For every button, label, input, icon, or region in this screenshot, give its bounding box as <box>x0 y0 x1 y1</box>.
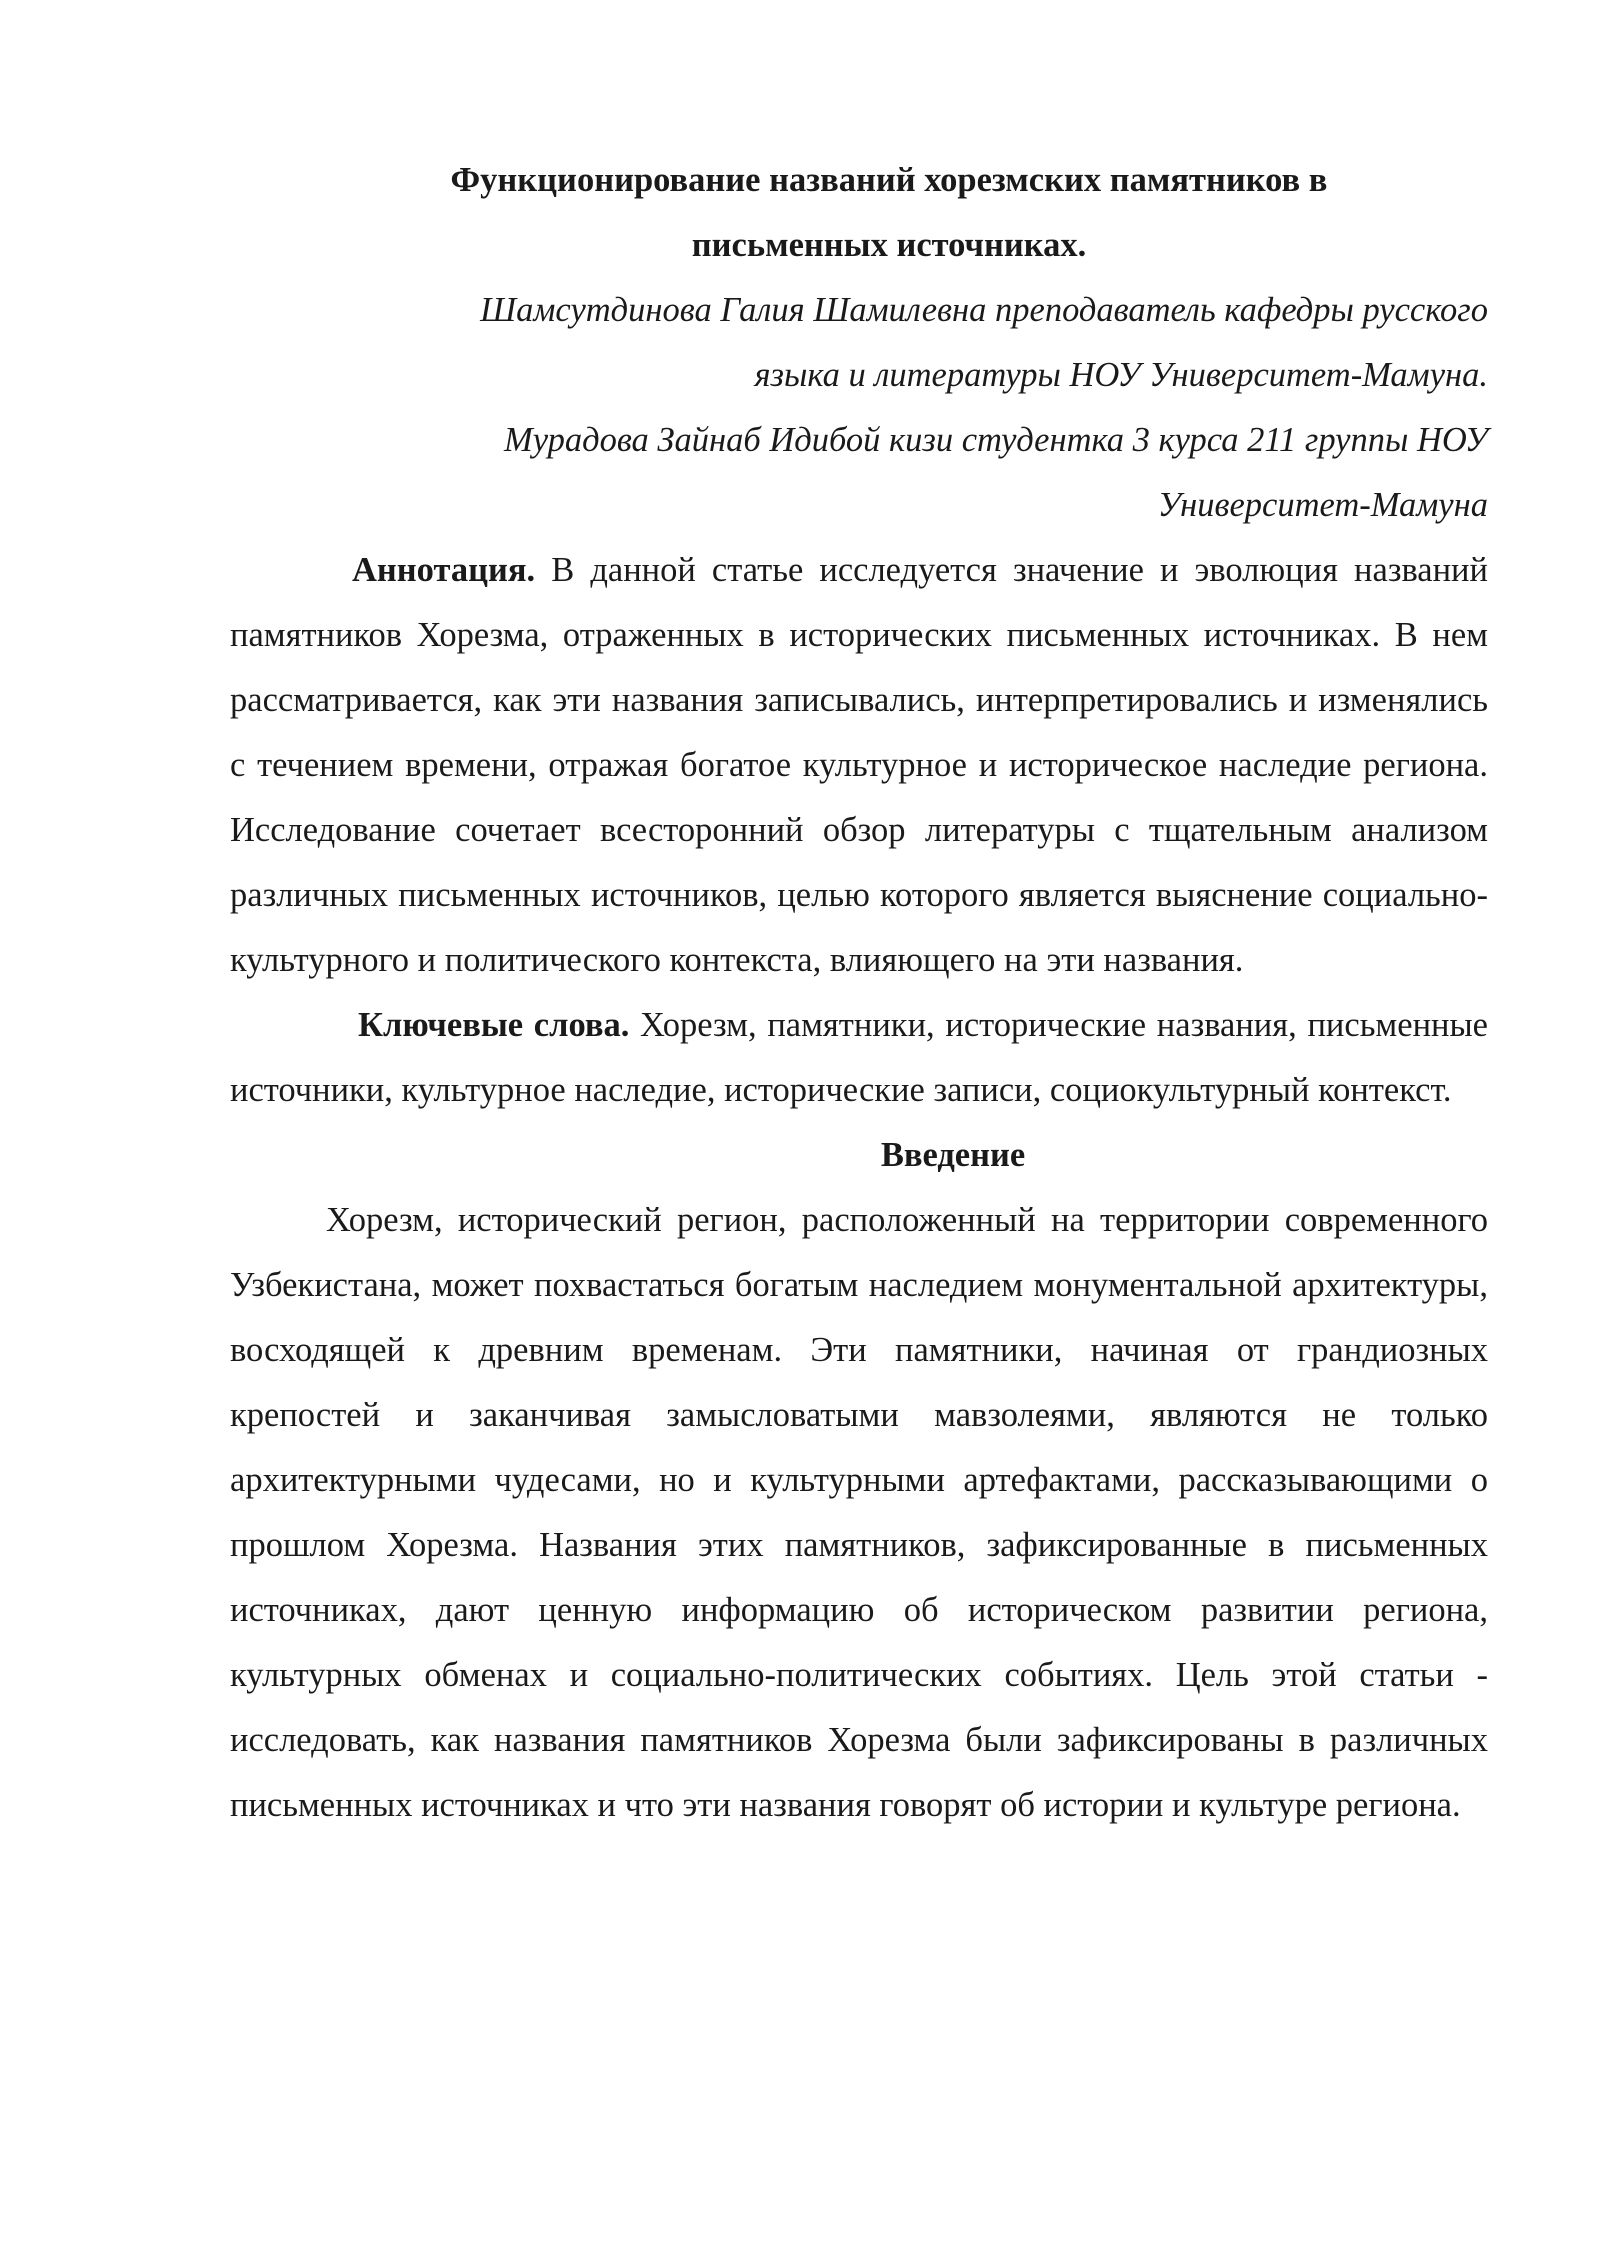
article-title-line-1: Функционирование названий хорезмских памятников в <box>450 161 1328 199</box>
author-1-line-1: Шамсутдинова Галия Шамилевна преподаватель кафедры русского <box>480 291 1488 329</box>
keywords-paragraph <box>230 993 1488 1123</box>
annotation-label: Аннотация. <box>352 551 536 589</box>
document-page <box>230 148 1488 1838</box>
author-1-line-2: языка и литературы НОУ Университет-Мамуна. <box>754 356 1488 394</box>
author-2-line-2: Университет-Мамуна <box>1157 486 1488 524</box>
introduction-heading: Введение <box>880 1136 1026 1174</box>
author-affiliation-2 <box>230 408 1488 538</box>
introduction-paragraph: Хорезм, исторический регион, расположенный на территории современного Узбекистана, может похвастаться богатым наследием монументальной архитектуры, восходящей к древним временам. Эти памятники, начиная от грандиозных крепостей и заканчивая замысловатыми мавзолеями, являются не только архитектурными чудесами, но и культурными артефактами, рассказывающими о прошлом Хорезма. Названия этих памятников, зафиксированные в письменных источниках, дают ценную информацию об историческом развитии региона, культурных обменах и социально-политических событиях. Цель этой статьи - исследовать, как названия памятников Хорезма были зафиксированы в различных письменных источниках и что эти названия говорят об истории и культуре региона. <box>230 1201 1488 1824</box>
annotation-text: В данной статье исследуется значение и эволюция названий памятников Хорезма, отраженных в исторических письменных источниках. В нем рассматривается, как эти названия записывались, интерпретировались и изменялись с течением времени, отражая богатое культурное и историческое наследие региона. Исследование сочетает всесторонний обзор литературы с тщательным анализом различных письменных источников, целью которого является выяснение социально-культурного и политического контекста, влияющего на эти названия. <box>230 551 1488 979</box>
annotation-paragraph <box>230 538 1488 993</box>
keywords-label: Ключевые слова. <box>358 1006 630 1044</box>
keywords-text: Хорезм, памятники, исторические названия, письменные источники, культурное наследие, исторические записи, социокультурный контекст. <box>230 1006 1488 1109</box>
article-title-line-2: письменных источниках. <box>691 226 1087 264</box>
article-title <box>230 148 1488 278</box>
author-2-line-1: Мурадова Зайнаб Идибой кизи студентка 3 курса 211 группы НОУ <box>504 421 1488 459</box>
author-affiliation-1 <box>230 278 1488 408</box>
